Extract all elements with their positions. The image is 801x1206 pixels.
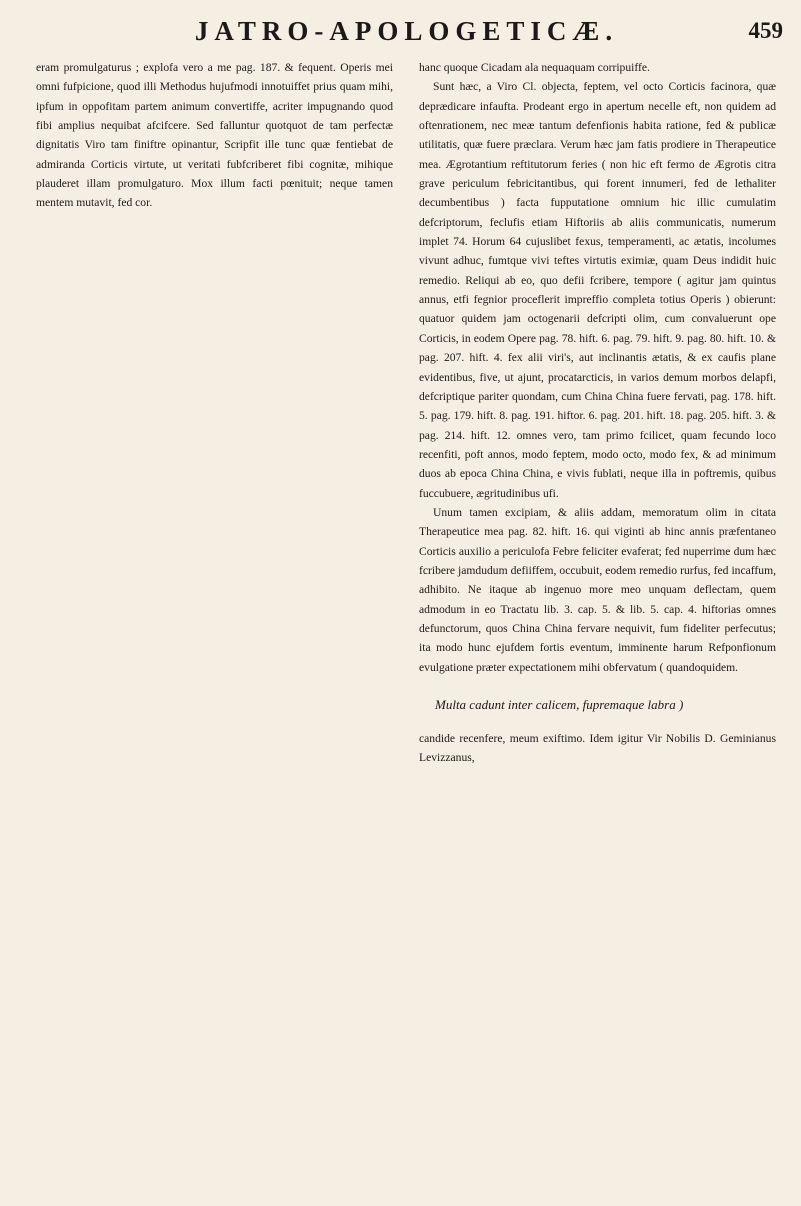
left-column [36,58,393,1198]
right-paragraph: Sunt hæc, a Viro Cl. objecta, feptem, vel octo Corticis facinora, quæ deprædicare infaufta. Prodeant ergo in apertum necelle eft, non quidem ad oftenrationem, nec meæ tantum defenfionis habita ratione, fed & publicæ utilitatis, quæ fuere præclara. Verum hæc jam fatis prodiere in Therapeutice mea. Ægrotantium reftitutorum feries ( non hic eft fermo de Ægrotis citra grave periculum febricitantibus, qui forent innumeri, fed de lethaliter decumbentibus ) facta fupputatione omnium hic illic cumulatim defcriptorum, feclufis etiam Hiftoriis ab aliis communicatis, numerum implet 74. Horum 64 cujuslibet fexus, temperamenti, ac ætatis, incolumes vivunt adhuc, fumtque vivi teftes virtutis eximiæ, quam Deus indidit huic remedio. Reliqui ab eo, quo defii fcribere, tempore ( agitur jam quintus annus, etfi fegnior proceflerit impreffio completa totius Operis ) obierunt: quatuor quidem jam octogenarii defcripti olim, cum convaluerunt ope Corticis, in eodem Opere pag. 78. hift. 6. pag. 79. hift. 9. pag. 80. hift. 10. & pag. 207. hift. 4. fex alii viri's, aut inclinantis ætatis, & ex caufis plane evidentibus, five, ut ajunt, procatarcticis, in varios demum morbos delapfi, defcriptique pariter quondam, cum China China fuere fervati, pag. 178. hift. 5. pag. 179. hift. 8. pag. 191. hiftor. 6. pag. 201. hift. 18. pag. 205. hift. 3. & pag. 214. hift. 12. omnes vero, tam primo fcilicet, quam fecundo loco recenfiti, poft annos, modo feptem, modo octo, modo fex, & ad minimum duos ab epoca China China, e vivis fublati, neque illa in poftremis, quibus fuccubuere, ægritudinibus ufi. [419,80,776,500]
verse-line: Multa cadunt inter calicem, fupremaque labra ) [435,697,684,712]
closing-paragraph: candide recenfere, meum exiftimo. Idem igitur Vir Nobilis D. Geminianus Levizzanus, [419,732,776,765]
verse-quotation [435,695,776,715]
text-columns [36,58,776,1198]
page-number: 459 [748,18,783,43]
running-title: JATRO-APOLOGETICÆ. [194,15,619,46]
right-column [419,58,776,1198]
right-paragraph: Unum tamen excipiam, & aliis addam, memoratum olim in citata Therapeutice mea pag. 82. hift. 16. qui viginti ab hinc annis præfentaneo Corticis auxilio a periculofa Febre feliciter evaferat; fed nuperrime dum hæc fcribere jamdudum defiiffem, occubuit, eodem remedio rurfus, fed incaffum, adhibito. Ne itaque ab ingenuo more meo unquam deflectam, quem admodum in eo Tractatu lib. 3. cap. 5. & lib. 5. cap. 4. hiftorias omnes defunctorum, quos China China fervare nequivit, fum fideliter perfecutus; ita modo hunc ejufdem fortis eventum, imminente harum Refponfionum evulgatione præter expectationem mihi obfervatum ( quandoquidem. [419,505,776,674]
right-paragraph: hanc quoque Cicadam ala nequaquam corripuiffe. [419,61,650,74]
left-paragraph: eram promulgaturus ; explofa vero a me pag. 187. & fequent. Operis mei omni fufpicione, quod illi Methodus hujufmodi innotuiffet prius quam mihi, ipfum in oppofitam partem animum convertiffe, acriter impugnando quod fibi amplius nequibat afcifcere. Sed falluntur quotquot de tam perfectæ dignitatis Viro tam finiftre opinantur, Scripfit ille tunc quæ fentiebat de admiranda Corticis virtute, ut veritati fubfcriberet fibi cognitæ, mihique plauderet illam promulgaturo. Mox illum facti pœnituit; neque tamen mentem mutavit, fed cor. [36,61,393,210]
running-head [50,14,783,48]
